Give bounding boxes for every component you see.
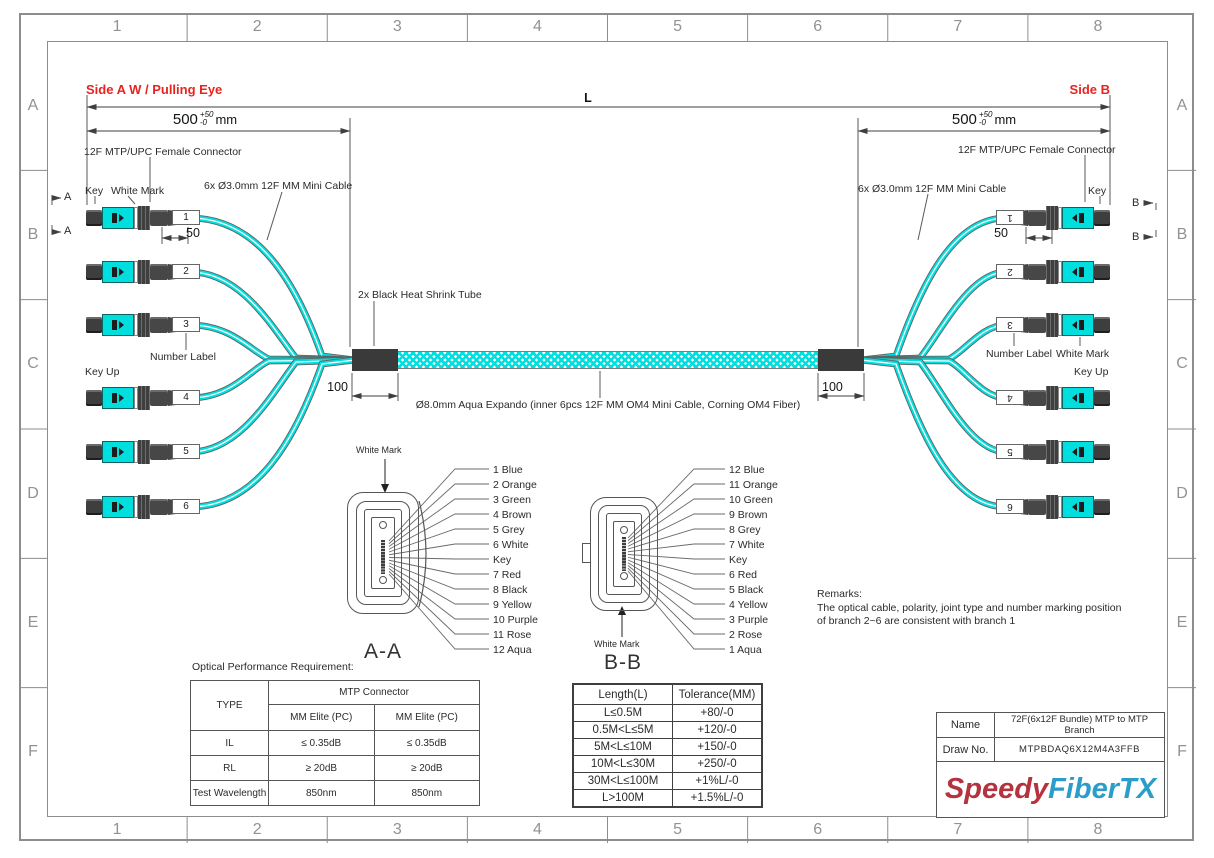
- callout-mini-cable-right: 6x Ø3.0mm 12F MM Mini Cable: [858, 183, 1007, 195]
- cable-path: [190, 360, 355, 452]
- bb-section-title: B-B: [604, 651, 643, 674]
- section-mark-b-bottom: B: [1132, 231, 1140, 243]
- connector-body: [1028, 264, 1046, 280]
- connector-key-mark: [1079, 393, 1084, 403]
- branch-number-label-right: 3: [996, 317, 1024, 332]
- aa-fiber-label: 6 White: [493, 539, 529, 551]
- dim-100-left: 100: [327, 380, 348, 394]
- connector-aqua-housing: [102, 314, 134, 336]
- draw-no-value: MTPBDAQ6X12M4A3FFB: [995, 738, 1165, 762]
- dim-500-value: 500: [172, 111, 198, 128]
- grid-row-label-right: F: [1177, 743, 1187, 761]
- expando-trunk-cable: [398, 351, 818, 369]
- dim-50-right: 50: [994, 226, 1008, 240]
- connector-white-mark-band: [1058, 314, 1062, 336]
- bb-fiber-label: 2 Rose: [729, 629, 763, 641]
- tol-minus: -0: [978, 118, 987, 127]
- connector-ferrule-tip: [1094, 444, 1110, 460]
- grid-col-label-top: 5: [673, 18, 683, 35]
- connector-ferrule-tip: [1094, 264, 1110, 280]
- bb-fiber-label: Key: [729, 554, 748, 566]
- aa-fiber-label: 3 Green: [493, 494, 531, 506]
- optical-performance-table: [190, 680, 480, 806]
- title-block: [936, 712, 1165, 818]
- connector-ferrule-tip: [86, 317, 102, 333]
- connector-ferrule-tip: [86, 499, 102, 515]
- connector-ferrule-tip: [1094, 210, 1110, 226]
- optical-table-title: Optical Performance Requirement:: [192, 661, 354, 673]
- dim-100-right: 100: [822, 380, 843, 394]
- optical-cell: ≥ 20dB: [269, 756, 375, 781]
- dim-500-tolerance: [979, 111, 993, 127]
- tolerance-cell: +1%L/-0: [673, 773, 763, 790]
- dim-500-unit: mm: [994, 112, 1017, 127]
- connector-key-arrow-icon: [1072, 394, 1077, 402]
- cable-path: [190, 360, 355, 452]
- bb-white-mark-label: White Mark: [594, 639, 640, 649]
- tolerance-cell: L≤0.5M: [573, 705, 673, 722]
- tolerance-cell: 10M<L≤30M: [573, 756, 673, 773]
- grid-row-label-right: E: [1176, 613, 1188, 631]
- optical-cell: ≤ 0.35dB: [269, 731, 375, 756]
- table-row: [191, 756, 480, 781]
- tolerance-cell: 0.5M<L≤5M: [573, 722, 673, 739]
- branch-number-label-left: 6: [172, 499, 200, 514]
- grid-col-label-top: 1: [112, 18, 122, 35]
- aa-fiber-label: Key: [493, 554, 512, 566]
- heat-shrink-tube-right: [818, 349, 864, 371]
- grid-col-label-bottom: 2: [252, 821, 262, 838]
- connector-key-arrow-icon: [119, 394, 124, 402]
- grid-row-label-left: C: [27, 355, 39, 373]
- connector-white-mark-band: [1058, 261, 1062, 283]
- tolerance-cell: 5M<L≤10M: [573, 739, 673, 756]
- branch-number-label-left: 2: [172, 264, 200, 279]
- tolerance-header: Length(L): [573, 684, 673, 705]
- connector-collar: [1046, 206, 1058, 230]
- connector-collar: [138, 440, 150, 464]
- optical-cell: 850nm: [374, 781, 480, 806]
- connector-white-mark-band: [1058, 441, 1062, 463]
- cable-path: [190, 272, 355, 360]
- table-row: [573, 722, 762, 739]
- optical-subheader: MM Elite (PC): [374, 705, 480, 731]
- title-block-logo-row: [937, 762, 1165, 818]
- connector-aqua-housing: [1062, 496, 1094, 518]
- optical-cell: RL: [191, 756, 269, 781]
- cable-path: [861, 272, 1006, 360]
- connector-collar: [1046, 440, 1058, 464]
- branch-number-label-left: 4: [172, 390, 200, 405]
- connector-key-arrow-icon: [1072, 503, 1077, 511]
- cable-path: [861, 272, 1006, 360]
- grid-row-label-right: A: [1176, 96, 1188, 114]
- aa-fiber-label: 5 Grey: [493, 524, 525, 536]
- fiber-array-strip: [622, 537, 626, 571]
- connector-key-arrow-icon: [1072, 321, 1077, 329]
- connector-key-arrow-icon: [1072, 268, 1077, 276]
- connector-body: [1028, 390, 1046, 406]
- aa-fiber-label: 10 Purple: [493, 614, 538, 626]
- connector-key-arrow-icon: [119, 214, 124, 222]
- grid-row-label-left: B: [27, 225, 39, 243]
- side-a-title: Side A W / Pulling Eye: [86, 82, 223, 97]
- draw-no-label: Draw No.: [937, 738, 995, 762]
- branch-number-label-right: 2: [996, 264, 1024, 279]
- connector-body: [1028, 444, 1046, 460]
- connector-collar: [138, 313, 150, 337]
- optical-group-header: MTP Connector: [269, 681, 480, 705]
- connector-key-mark: [1079, 320, 1084, 330]
- callout-number-label-left: Number Label: [150, 351, 216, 363]
- branch-number-label-right: 4: [996, 390, 1024, 405]
- aa-fiber-label: 1 Blue: [493, 464, 523, 476]
- optical-type-header: TYPE: [191, 681, 269, 731]
- bb-fiber-label: 6 Red: [729, 569, 758, 581]
- tolerance-cell: L>100M: [573, 790, 673, 808]
- aa-fiber-label: 11 Rose: [493, 629, 532, 641]
- fiber-leader-fans: [389, 469, 725, 649]
- branch-number-label-right: 1: [996, 210, 1024, 225]
- bb-fiber-label: 8 Grey: [729, 524, 761, 536]
- grid-row-label-right: C: [1176, 355, 1188, 373]
- callout-key-left: Key: [85, 185, 104, 197]
- dim-500-unit: mm: [215, 112, 238, 127]
- table-row: [573, 739, 762, 756]
- bb-fiber-label: 12 Blue: [729, 464, 765, 476]
- aa-white-mark-label: White Mark: [356, 445, 402, 455]
- cable-path: [861, 360, 1006, 452]
- tolerance-cell: +80/-0: [673, 705, 763, 722]
- branch-number-label-right: 5: [996, 444, 1024, 459]
- connector-collar: [138, 386, 150, 410]
- tolerance-cell: 30M<L≤100M: [573, 773, 673, 790]
- grid-row-label-right: B: [1176, 225, 1188, 243]
- optical-cell: ≤ 0.35dB: [374, 731, 480, 756]
- grid-col-label-bottom: 1: [112, 821, 122, 838]
- connector-key-mark: [112, 320, 117, 330]
- connector-key-mark: [112, 267, 117, 277]
- cable-path: [861, 272, 1006, 360]
- grid-col-label-bottom: 8: [1093, 821, 1103, 838]
- callout-key-right: Key: [1088, 185, 1107, 197]
- grid-row-label-left: E: [27, 613, 39, 631]
- bb-fiber-label: 3 Purple: [729, 614, 769, 626]
- aa-fiber-label: 8 Black: [493, 584, 528, 596]
- optical-cell: Test Wavelength: [191, 781, 269, 806]
- dim-500mm-left: [140, 111, 270, 128]
- connector-key-mark: [112, 447, 117, 457]
- optical-subheader: MM Elite (PC): [269, 705, 375, 731]
- branch-number-label-left: 1: [172, 210, 200, 225]
- connector-key-arrow-icon: [119, 503, 124, 511]
- callout-mini-cable-left: 6x Ø3.0mm 12F MM Mini Cable: [204, 180, 353, 192]
- section-mark-a-bottom: A: [64, 225, 72, 237]
- tolerance-header: Tolerance(MM): [673, 684, 763, 705]
- guide-pin-hole: [379, 521, 387, 529]
- grid-col-label-top: 2: [252, 18, 262, 35]
- branch-number-label-left: 3: [172, 317, 200, 332]
- table-row: [573, 705, 762, 722]
- tol-minus: -0: [199, 118, 208, 127]
- aa-fiber-label: 12 Aqua: [493, 644, 532, 656]
- grid-row-label-left: A: [27, 96, 39, 114]
- connector-collar: [138, 260, 150, 284]
- connector-body: [1028, 499, 1046, 515]
- grid-col-label-bottom: 7: [953, 821, 963, 838]
- connector-collar: [138, 495, 150, 519]
- connector-ferrule-tip: [86, 444, 102, 460]
- connector-aqua-housing: [102, 441, 134, 463]
- table-row: [573, 756, 762, 773]
- connector-key-mark: [112, 502, 117, 512]
- grid-col-label-bottom: 6: [813, 821, 823, 838]
- connector-aqua-housing: [102, 387, 134, 409]
- connector-ferrule-tip: [1094, 390, 1110, 406]
- side-key-tab: [582, 543, 591, 563]
- connector-aqua-housing: [1062, 314, 1094, 336]
- connector-body: [150, 264, 168, 280]
- connector-white-mark-band: [1058, 496, 1062, 518]
- connector-body: [1028, 317, 1046, 333]
- dim-50-left: 50: [186, 226, 200, 240]
- connector-key-arrow-icon: [119, 448, 124, 456]
- grid-row-label-right: D: [1176, 484, 1188, 502]
- connector-white-mark-band: [1058, 207, 1062, 229]
- connector-aqua-housing: [1062, 261, 1094, 283]
- connector-key-mark: [1079, 502, 1084, 512]
- grid-col-label-top: 4: [532, 18, 542, 35]
- bb-fiber-label: 5 Black: [729, 584, 764, 596]
- tolerance-cell: +250/-0: [673, 756, 763, 773]
- connector-ferrule-tip: [86, 264, 102, 280]
- connector-key-mark: [1079, 267, 1084, 277]
- section-mark-a-top: A: [64, 191, 72, 203]
- cable-path: [190, 272, 355, 360]
- guide-pin-hole: [620, 526, 628, 534]
- connector-key-mark: [112, 393, 117, 403]
- tol-plus: +50: [199, 110, 214, 119]
- grid-col-label-top: 6: [813, 18, 823, 35]
- callout-connector-left: 12F MTP/UPC Female Connector: [84, 146, 242, 158]
- connector-key-arrow-icon: [119, 321, 124, 329]
- connector-ferrule-tip: [1094, 499, 1110, 515]
- grid-col-label-bottom: 3: [392, 821, 402, 838]
- tol-plus: +50: [978, 110, 993, 119]
- logo-fibertx: FiberTX: [1048, 773, 1157, 805]
- cable-path: [861, 360, 1006, 452]
- callout-connector-right: 12F MTP/UPC Female Connector: [958, 144, 1116, 156]
- grid-row-label-left: D: [27, 484, 39, 502]
- bb-fiber-label: 1 Aqua: [729, 644, 762, 656]
- length-tolerance-table: [572, 683, 763, 808]
- connector-aqua-housing: [102, 261, 134, 283]
- heat-shrink-tube-left: [352, 349, 398, 371]
- callout-number-label-right: Number Label: [986, 348, 1052, 360]
- bb-fiber-label: 11 Orange: [729, 479, 778, 491]
- aa-fiber-label: 4 Brown: [493, 509, 532, 521]
- name-label: Name: [937, 713, 995, 738]
- guide-pin-hole: [620, 572, 628, 580]
- bb-fiber-label: 9 Brown: [729, 509, 768, 521]
- branch-number-label-right: 6: [996, 499, 1024, 514]
- connector-key-mark: [1079, 213, 1084, 223]
- aa-fiber-label: 9 Yellow: [493, 599, 532, 611]
- dim-500mm-right: [919, 111, 1049, 128]
- callout-key-up-left: Key Up: [85, 366, 120, 378]
- aa-fiber-label: 7 Red: [493, 569, 522, 581]
- connector-body: [150, 210, 168, 226]
- side-b-title: Side B: [1069, 82, 1110, 97]
- callout-heat-shrink: 2x Black Heat Shrink Tube: [358, 289, 482, 301]
- table-row: [191, 781, 480, 806]
- guide-pin-hole: [379, 576, 387, 584]
- callout-white-mark-right: White Mark: [1056, 348, 1110, 360]
- cable-path: [190, 218, 355, 360]
- connector-key-arrow-icon: [119, 268, 124, 276]
- table-row: [573, 790, 762, 808]
- tolerance-cell: +1.5%L/-0: [673, 790, 763, 808]
- connector-aqua-housing: [102, 207, 134, 229]
- aa-section-title: A-A: [364, 640, 403, 663]
- remarks-body: The optical cable, polarity, joint type and number marking position of branch 2~6 are consistent with branch 1: [817, 602, 1122, 627]
- connector-body: [150, 499, 168, 515]
- connector-body: [150, 390, 168, 406]
- cable-path: [190, 272, 355, 360]
- grid-row-label-left: F: [28, 743, 38, 761]
- connector-collar: [1046, 260, 1058, 284]
- bb-fiber-label: 7 White: [729, 539, 765, 551]
- cable-path: [861, 360, 1006, 452]
- cable-path: [190, 218, 355, 360]
- tolerance-cell: +120/-0: [673, 722, 763, 739]
- connector-aqua-housing: [1062, 441, 1094, 463]
- aa-fiber-label: 2 Orange: [493, 479, 537, 491]
- callout-key-up-right: Key Up: [1074, 366, 1109, 378]
- connector-key-mark: [1079, 447, 1084, 457]
- grid-col-label-bottom: 4: [532, 821, 542, 838]
- table-row: [191, 731, 480, 756]
- cable-path: [190, 218, 355, 360]
- optical-cell: 850nm: [269, 781, 375, 806]
- connector-body: [1028, 210, 1046, 226]
- tolerance-cell: +150/-0: [673, 739, 763, 756]
- bb-fiber-label: 10 Green: [729, 494, 773, 506]
- connector-key-arrow-icon: [1072, 448, 1077, 456]
- connector-collar: [1046, 313, 1058, 337]
- connector-aqua-housing: [1062, 207, 1094, 229]
- bb-fiber-label: 4 Yellow: [729, 599, 768, 611]
- section-mark-b-top: B: [1132, 197, 1140, 209]
- cable-path: [190, 360, 355, 452]
- dim-500-value: 500: [951, 111, 977, 128]
- branch-number-label-left: 5: [172, 444, 200, 459]
- dim-500-tolerance: [200, 111, 214, 127]
- connector-white-mark-band: [1058, 387, 1062, 409]
- connector-collar: [1046, 386, 1058, 410]
- connector-collar: [138, 206, 150, 230]
- table-row: [573, 773, 762, 790]
- fiber-array-strip: [381, 540, 385, 574]
- connector-aqua-housing: [1062, 387, 1094, 409]
- connector-ferrule-tip: [1094, 317, 1110, 333]
- table-header-row: [573, 684, 762, 705]
- speedyfibertx-logo: [945, 773, 1156, 805]
- connector-body: [150, 444, 168, 460]
- callout-expando-trunk: Ø8.0mm Aqua Expando (inner 6pcs 12F MM OM4 Mini Cable, Corning OM4 Fiber): [415, 399, 801, 411]
- connector-ferrule-tip: [86, 210, 102, 226]
- connector-collar: [1046, 495, 1058, 519]
- remarks-title: Remarks:: [817, 588, 862, 600]
- optical-cell: ≥ 20dB: [374, 756, 480, 781]
- connector-body: [150, 317, 168, 333]
- name-value: 72F(6x12F Bundle) MTP to MTP Branch: [995, 713, 1165, 738]
- grid-col-label-top: 7: [953, 18, 963, 35]
- connector-aqua-housing: [102, 496, 134, 518]
- connector-key-arrow-icon: [1072, 214, 1077, 222]
- logo-speedy: Speedy: [944, 773, 1049, 805]
- title-block-drawno-row: [937, 738, 1165, 762]
- grid-col-label-top: 3: [392, 18, 402, 35]
- callout-white-mark-left: White Mark: [111, 185, 165, 197]
- title-block-name-row: [937, 713, 1165, 738]
- optical-cell: IL: [191, 731, 269, 756]
- connector-key-mark: [112, 213, 117, 223]
- grid-col-label-top: 8: [1093, 18, 1103, 35]
- connector-ferrule-tip: [86, 390, 102, 406]
- grid-col-label-bottom: 5: [673, 821, 683, 838]
- dim-overall-length: L: [584, 91, 592, 105]
